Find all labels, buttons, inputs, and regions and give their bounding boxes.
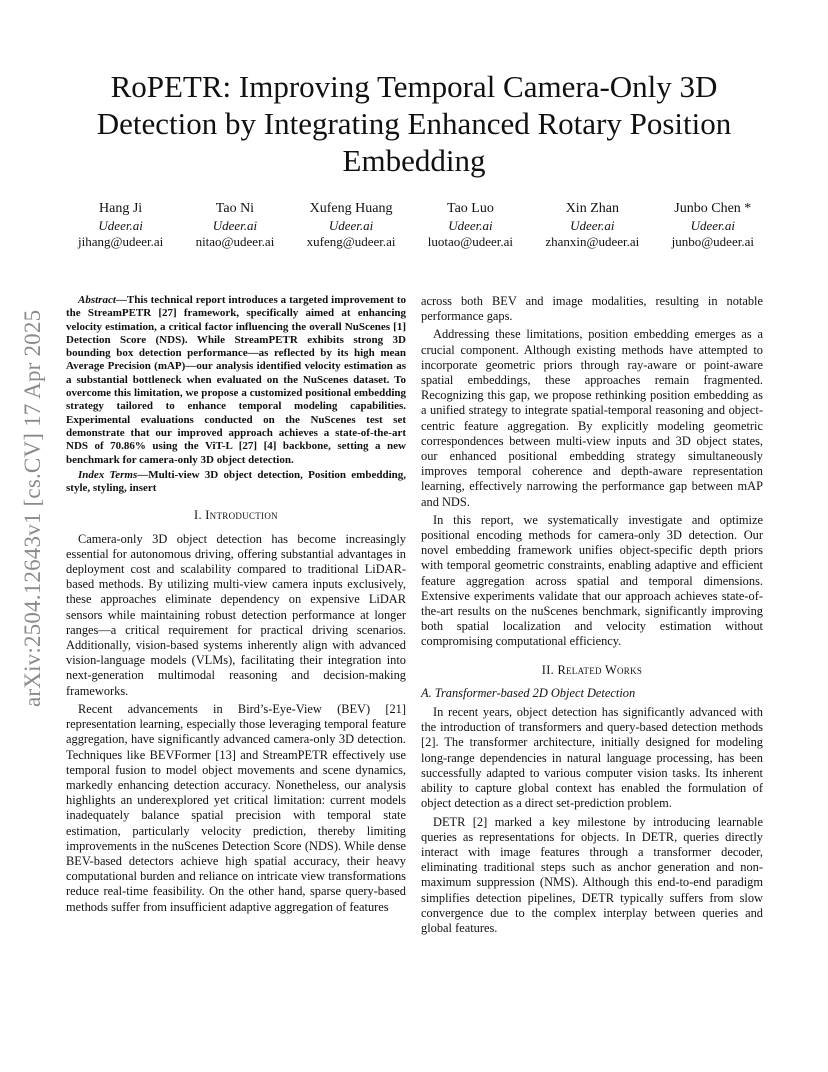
author-name: Xufeng Huang bbox=[309, 201, 393, 216]
author-email: zhanxin@udeer.ai bbox=[545, 234, 640, 249]
author-name: Tao Ni bbox=[215, 201, 255, 216]
author-affiliation: Udeer.ai bbox=[570, 217, 615, 233]
author-block bbox=[78, 201, 163, 251]
author-affiliation: Udeer.ai bbox=[328, 217, 374, 233]
paragraph: DETR [2] marked a key milestone by introducing learnable queries as representations for objects. In DETR, queries directly interact with image features through a transformer decoder, eliminating traditional steps such as anchor generation and non-maximum suppression (NMS). Although this end-to-end paradigm simplifies detection pipelines, DETR typically suffers from slow convergence due to the complex interplay between queries and global features. bbox=[421, 814, 763, 935]
right-column bbox=[421, 294, 763, 939]
author-name: Xin Zhan bbox=[565, 201, 619, 216]
author-affiliation: Udeer.ai bbox=[690, 217, 735, 233]
paragraph: Camera-only 3D object detection has become increasingly essential for autonomous driving, offering substantial advantages in deployment cost and scalability compared to traditional LiDAR-based methods. By utilizing multi-view camera inputs exclusively, these approaches eliminate dependency on expensive LiDAR sensors while maintaining robust detection performance at longer ranges—a critical requirement for practical driving scenarios. Additionally, vision-based systems inherently align with advanced vision-language models (VLMs), facilitating their integration into next-generation multimodal reasoning and decision-making frameworks. bbox=[66, 531, 406, 698]
paragraph: Recent advancements in Bird’s-Eye-View (BEV) [21] representation learning, especially those leveraging temporal feature aggregation, have significantly advanced camera-only 3D detection. Techniques like BEVFormer [13] and StreamPETR effectively use temporal fusion to model object movements and scene dynamics, markedly enhancing detection accuracy. Nonetheless, our analysis highlights an underexplored yet critical limitation: current models inadequately balance spatial precision with temporal state estimation, particularly velocity prediction, thereby limiting improvements in the nuScenes Detection Score (NDS). While dense BEV-based detectors achieve high spatial accuracy, their heavy computational burden and reliance on intricate view transformations reduce real-time feasibility. On the other hand, sparse query-based methods suffer from insufficient adaptive aggregation of features bbox=[66, 701, 406, 914]
abstract bbox=[66, 294, 406, 467]
paragraph: Addressing these limitations, position embedding emerges as a crucial component. Although existing methods have attempted to incorporate geometric priors through ray-aware or point-aware spatial embeddings, these approaches remain fragmented. Recognizing this gap, we propose rethinking position embedding as a unified strategy to integrate spatial-temporal reasoning and object-centric feature aggregation. By explicitly modeling geometric correspondences between multi-view inputs and 3D object states, our enhanced positional embedding strategy simultaneously improves temporal coherence and depth-aware representation learning, effectively narrowing the performance gap between mAP and NDS. bbox=[421, 327, 763, 509]
author-block bbox=[307, 201, 396, 251]
author-name: Hang Ji bbox=[99, 201, 143, 216]
section-heading-introduction: I. Introduction bbox=[194, 508, 278, 523]
author-name: Tao Luo bbox=[447, 201, 494, 216]
index-terms bbox=[66, 469, 406, 496]
author-name: Junbo Chen * bbox=[674, 201, 752, 216]
index-terms-lead: Index Terms bbox=[78, 468, 138, 481]
abstract-text: —This technical report introduces a targeted improvement to the StreamPETR [27] framework, specifically aimed at enhancing velocity estimation, a critical factor influencing the overall NuScenes [1] Detection Score (NDS). While StreamPETR exhibits strong 3D bounding box detection performance—as reflected by its high mean Average Precision (mAP)—our analysis identified velocity estimation as a substantial bottleneck when evaluated on the NuScenes dataset. To overcome this limitation, we propose a customized positional embedding strategy tailored to enhance temporal modeling capabilities. Experimental evaluations conducted on the NuScenes test set demonstrate that our improved approach achieves a state-of-the-art NDS of 70.86% using the ViT-L [27] [4] backbone, setting a new benchmark for camera-only 3D object detection. bbox=[66, 294, 406, 466]
left-column bbox=[66, 294, 406, 918]
subsection-heading: A. Transformer-based 2D Object Detection bbox=[421, 685, 636, 700]
author-affiliation: Udeer.ai bbox=[448, 217, 493, 233]
author-affiliation: Udeer.ai bbox=[212, 217, 258, 233]
author-block bbox=[196, 201, 275, 251]
author-block bbox=[672, 201, 754, 251]
abstract-lead: Abstract bbox=[78, 294, 116, 306]
author-block bbox=[428, 201, 513, 251]
paragraph-continuation: across both BEV and image modalities, resulting in notable performance gaps. bbox=[421, 294, 763, 324]
author-email: xufeng@udeer.ai bbox=[306, 234, 396, 249]
author-block bbox=[545, 201, 639, 251]
arxiv-identifier-stamp: arXiv:2504.12643v1 [cs.CV] 17 Apr 2025 bbox=[20, 309, 45, 707]
author-affiliation: Udeer.ai bbox=[98, 217, 143, 233]
paragraph: In recent years, object detection has significantly advanced with the introduction of transformers and query-based detection methods [2]. The transformer architecture, initially designed for modeling long-range dependencies in natural language processing, has been successfully adapted to various computer vision tasks. Its inherent ability to capture global context has enabled the formulation of object detection as a direct set-prediction problem. bbox=[421, 705, 763, 811]
paragraph: In this report, we systematically investigate and optimize positional encoding methods for camera-only 3D detection. Our novel embedding framework unifies object-specific depth priors with temporal geometric constraints, enabling adaptive and efficient feature aggregation across spatial and temporal dimensions. Extensive experiments validate that our approach achieves state-of-the-art results on the nuScenes benchmark, significantly improving both spatial localization and velocity estimation without compromising computational efficiency. bbox=[421, 512, 763, 649]
author-email: luotao@udeer.ai bbox=[427, 234, 514, 249]
author-email: jihang@udeer.ai bbox=[78, 234, 164, 249]
index-terms-text: —Multi-view 3D object detection, Position embedding, style, styling, insert bbox=[66, 468, 406, 495]
author-list bbox=[78, 201, 754, 251]
author-email: nitao@udeer.ai bbox=[195, 234, 275, 249]
author-email: junbo@udeer.ai bbox=[671, 234, 754, 249]
paper-title: RoPETR: Improving Temporal Camera-Only 3D Detection by Integrating Enhanced Rotary Position Embedding bbox=[96, 69, 732, 178]
section-heading-related-works: II. Related Works bbox=[541, 662, 643, 677]
